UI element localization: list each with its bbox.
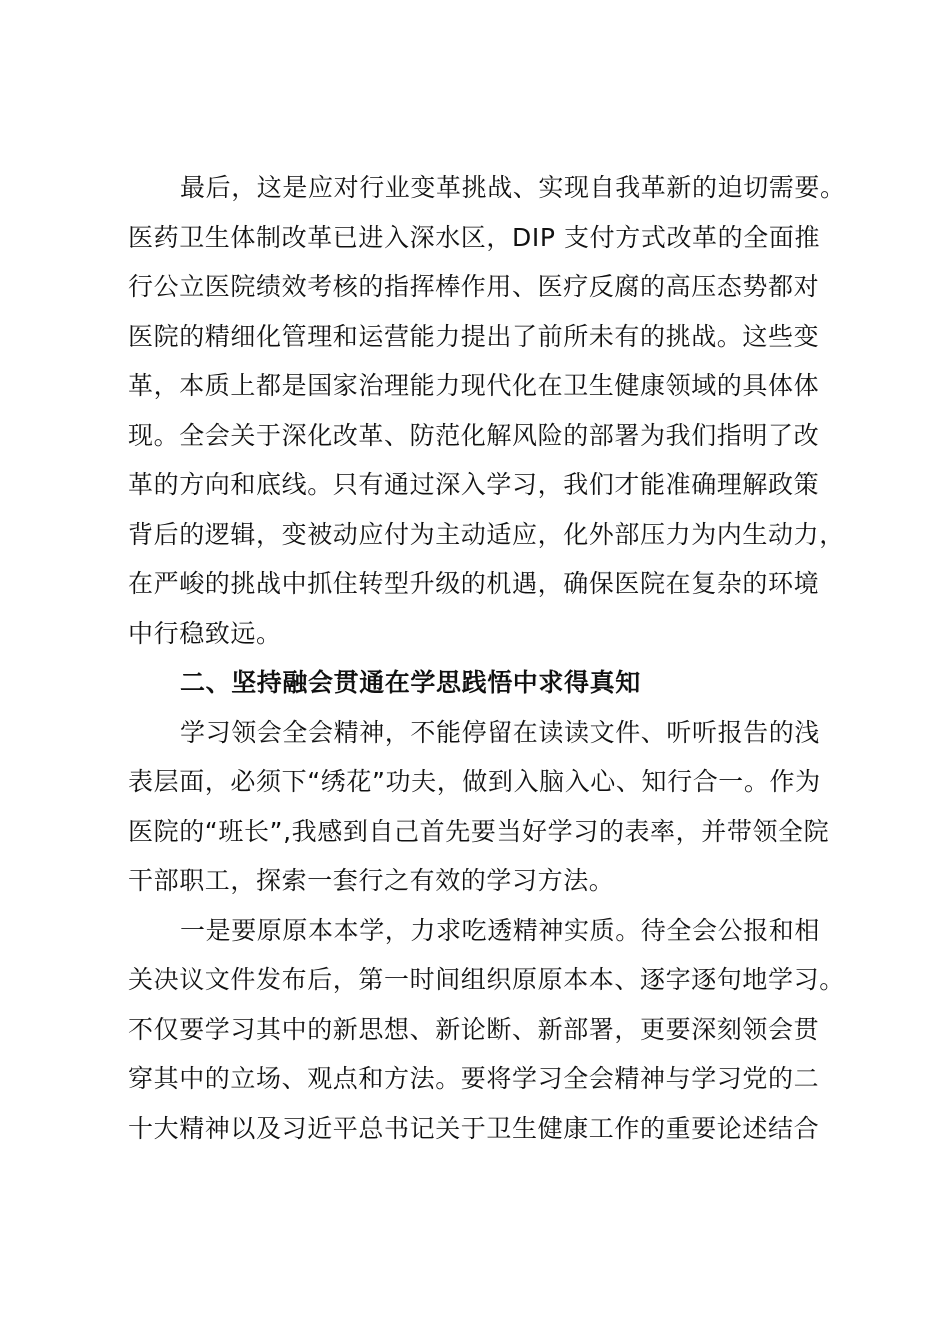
text-line: 十大精神以及习近平总书记关于卫生健康工作的重要论述结合 bbox=[128, 1113, 820, 1143]
text-line: 不仅要学习其中的新思想、新论断、新部署，更要深刻领会贯 bbox=[128, 1014, 820, 1044]
text-line: 关决议文件发布后，第一时间组织原原本本、逐字逐句地学习。 bbox=[128, 965, 845, 994]
text-line: 背后的逻辑，变被动应付为主动适应，化外部压力为内生动力， bbox=[128, 519, 845, 549]
text-line: 革的方向和底线。只有通过深入学习，我们才能准确理解政策 bbox=[128, 470, 820, 499]
document-body bbox=[128, 163, 846, 1153]
text-line: 中行稳致远。 bbox=[128, 618, 282, 648]
text-line: 行公立医院绩效考核的指挥棒作用、医疗反腐的高压态势都对 bbox=[128, 272, 820, 301]
text-line: 一是要原原本本学，力求吃透精神实质。待全会公报和相 bbox=[180, 915, 821, 945]
section-heading: 二、坚持融会贯通在学思践悟中求得真知 bbox=[180, 668, 641, 697]
text-line: 干部职工，探索一套行之有效的学习方法。 bbox=[128, 866, 615, 895]
text-line: 学习领会全会精神，不能停留在读读文件、听听报告的浅 bbox=[180, 717, 821, 747]
text-line: 最后，这是应对行业变革挑战、实现自我革新的迫切需要。 bbox=[180, 173, 846, 202]
text-line: 革，本质上都是国家治理能力现代化在卫生健康领域的具体体 bbox=[128, 371, 820, 400]
text-line: 医院的精细化管理和运营能力提出了前所未有的挑战。这些变 bbox=[128, 321, 820, 351]
text-line: 穿其中的立场、观点和方法。要将学习全会精神与学习党的二 bbox=[128, 1064, 820, 1093]
paragraph-final-reason bbox=[128, 163, 846, 658]
paragraph-study-method-one bbox=[128, 906, 845, 1154]
text-line: 在严峻的挑战中抓住转型升级的机遇，确保医院在复杂的环境 bbox=[128, 569, 820, 598]
text-line: 医院的“班长”,我感到自己首先要当好学习的表率，并带领全院 bbox=[128, 816, 830, 846]
paragraph-study-intro bbox=[128, 708, 840, 906]
text-line: 医药卫生体制改革已进入深水区，DIP 支付方式改革的全面推 bbox=[128, 222, 821, 252]
text-line: 表层面，必须下“绣花”功夫，做到入脑入心、知行合一。作为 bbox=[128, 767, 821, 796]
text-line: 现。全会关于深化改革、防范化解风险的部署为我们指明了改 bbox=[128, 420, 820, 450]
